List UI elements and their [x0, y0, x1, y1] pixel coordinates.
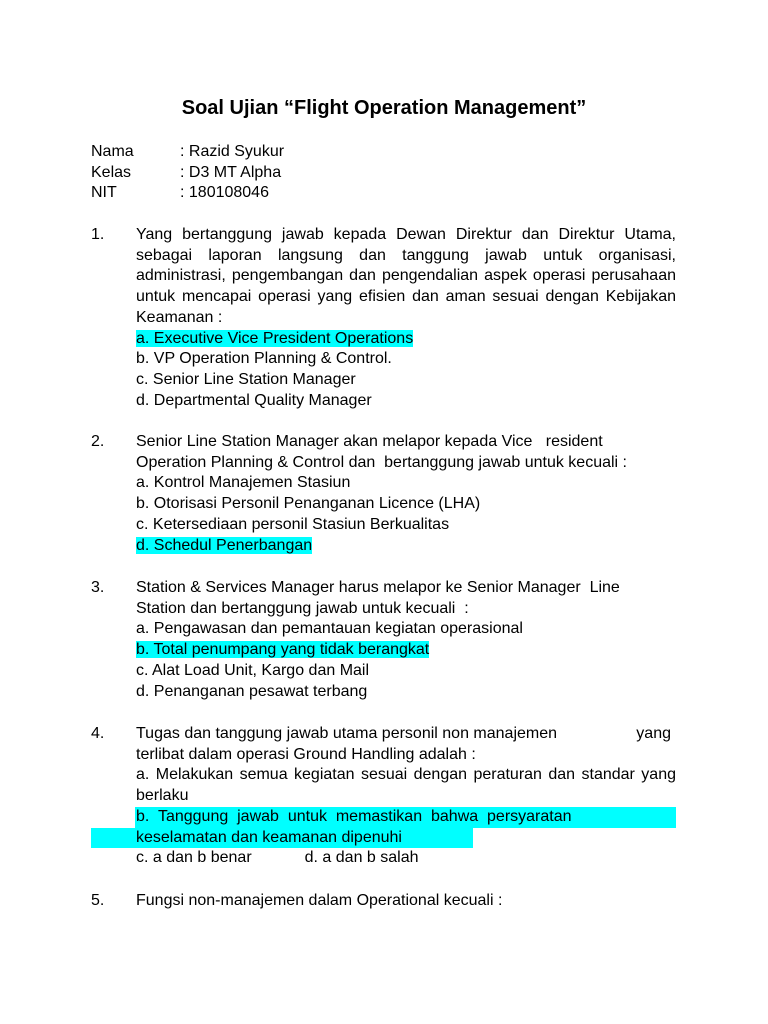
question-body: [136, 578, 676, 702]
question-text-part: yang: [636, 725, 671, 742]
question-text: Yang bertanggung jawab kepada Dewan Direktur dan Direktur Utama, sebagai laporan langsung dan tanggung jawab untuk organisasi, administrasi, pengembangan dan pengendalian aspek operasi perusahaan untuk mencapai operasi yang efisien dan aman sesuai dengan Kebijakan Keamanan :: [136, 226, 676, 326]
question-number: 2.: [91, 433, 105, 450]
option-c: c. Ketersediaan personil Stasiun Berkualitas: [136, 515, 450, 533]
question-4: [91, 724, 676, 869]
question-body: [136, 891, 676, 912]
question-2: [91, 432, 676, 556]
option-a: a. Kontrol Manajemen Stasiun: [136, 474, 351, 492]
option-b-line: b. Tanggung jawab untuk memastikan bahwa persyaratan: [136, 807, 572, 825]
question-text-line: Senior Line Station Manager akan melapor kepada Vice resident: [136, 433, 603, 450]
question-text-part: Tugas dan tanggung jawab utama personil non manajemen: [136, 725, 558, 742]
option-a: a. Pengawasan dan pemantauan kegiatan operasional: [136, 620, 523, 638]
info-label: Kelas: [91, 163, 132, 181]
question-number: 3.: [91, 579, 105, 596]
info-row-nit: [91, 183, 284, 204]
question-body: [136, 225, 676, 411]
question-body: [136, 724, 676, 869]
option-b: [136, 807, 676, 848]
info-row-kelas: [91, 163, 284, 184]
info-value: : 180108046: [180, 184, 269, 202]
question-text: Fungsi non-manajemen dalam Operational kecuali :: [136, 892, 503, 909]
question-number: 5.: [91, 892, 105, 909]
option-c: c. Alat Load Unit, Kargo dan Mail: [136, 661, 370, 679]
options-cd-row: [136, 848, 676, 869]
question-text-line: Operation Planning & Control dan bertanggung jawab untuk kecuali :: [136, 453, 627, 471]
question-5: [91, 891, 676, 912]
option-d: d. Departmental Quality Manager: [136, 391, 372, 409]
question-body: [136, 432, 676, 556]
info-value: : D3 MT Alpha: [180, 163, 282, 181]
answer-highlight: d. Schedul Penerbangan: [136, 536, 313, 554]
info-row-nama: [91, 142, 284, 163]
option-b: [136, 640, 676, 661]
option-c: c. a dan b benar: [136, 849, 252, 867]
option-b: b. Otorisasi Personil Penanganan Licence (LHA): [136, 495, 481, 513]
question-number: 4.: [91, 725, 105, 742]
question-1: [91, 225, 676, 411]
info-label: NIT: [91, 184, 117, 202]
question-text-line: Station & Services Manager harus melapor ke Senior Manager Line: [136, 579, 620, 596]
student-info: [91, 142, 284, 204]
option-c: c. Senior Line Station Manager: [136, 370, 356, 388]
info-label: Nama: [91, 143, 134, 160]
option-b-line: keselamatan dan keamanan dipenuhi: [136, 828, 402, 846]
option-d: d. a dan b salah: [304, 849, 419, 867]
option-a: a. Melakukan semua kegiatan sesuai dengan peraturan dan standar yang berlaku: [136, 766, 676, 805]
question-text-line: terlibat dalam operasi Ground Handling adalah :: [136, 745, 476, 763]
option-a: [136, 329, 676, 350]
question-3: [91, 578, 676, 702]
page-title: Soal Ujian “Flight Operation Management”: [181, 97, 587, 119]
answer-highlight: a. Executive Vice President Operations: [136, 329, 414, 347]
option-b: b. VP Operation Planning & Control.: [136, 350, 392, 368]
option-d: d. Penanganan pesawat terbang: [136, 682, 368, 700]
option-d: [136, 536, 676, 557]
question-number: 1.: [91, 226, 105, 243]
answer-highlight: b. Total penumpang yang tidak berangkat: [136, 641, 430, 659]
question-text-line: [136, 724, 676, 745]
info-value: : Razid Syukur: [180, 143, 285, 160]
question-text-line: Station dan bertanggung jawab untuk kecuali :: [136, 599, 469, 617]
